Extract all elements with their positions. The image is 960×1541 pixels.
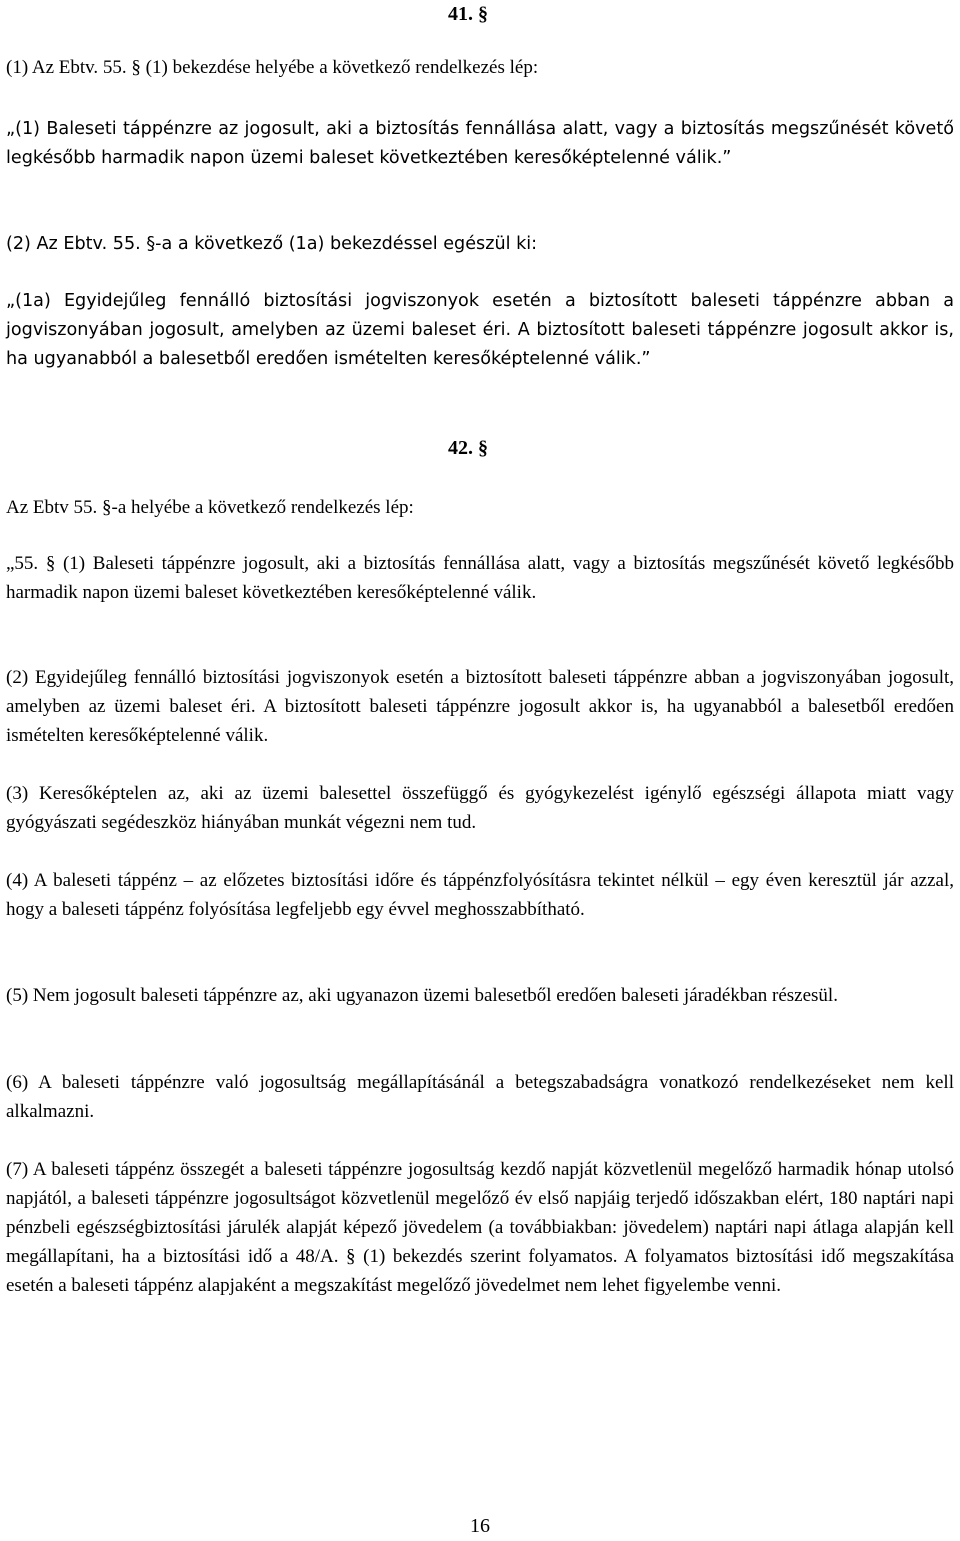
section-42-paragraph-1: „55. § (1) Baleseti táppénzre jogosult, aki a biztosítás fennállása alatt, vagy a biztosítás megszűnését követő legkésőbb harmadik napon üzemi baleset következtében keresőképtelenné válik. xyxy=(6,553,954,603)
section-42-paragraph-4: (4) A baleseti táppénz – az előzetes biztosítási időre és táppénzfolyósításra tekintet nélkül – egy éven keresztül jár azzal, hogy a baleseti táppénz folyósítása legfeljebb egy évvel meghosszabbítható. xyxy=(6,870,954,920)
section-42-intro: Az Ebtv 55. §-a helyébe a következő rendelkezés lép: xyxy=(6,497,414,518)
section-42-paragraph-5: (5) Nem jogosult baleseti táppénzre az, aki ugyanazon üzemi balesetből eredően baleseti járadékban részesül. xyxy=(6,985,838,1006)
section-41-heading: 41. § xyxy=(448,3,488,25)
section-42-paragraph-7: (7) A baleseti táppénz összegét a baleseti táppénzre jogosultság kezdő napját közvetlenül megelőző harmadik hónap utolsó napjától, a baleseti táppénzre jogosultságot közvetlenül megelőző év első napjáig terjedő időszakban elért, 180 naptári napi pénzbeli egészségbiztosítási járulék alapját képező jövedelem (a továbbiakban: jövedelem) naptári napi átlaga alapján kell megállapítani, ha a biztosítási idő a 48/A. § (1) bekezdés szerint folyamatos. A folyamatos biztosítási idő megszakítása esetén a baleseti táppénz alapjaként a megszakítást megelőző jövedelmet nem lehet figyelembe venni. xyxy=(6,1159,954,1296)
section-42-paragraph-6: (6) A baleseti táppénzre való jogosultság megállapításánál a betegszabadságra vonatkozó rendelkezéseket nem kell alkalmazni. xyxy=(6,1072,954,1122)
section-41-paragraph-2: (2) Az Ebtv. 55. §-a a következő (1a) bekezdéssel egészül ki: xyxy=(6,234,538,254)
section-41-paragraph-1: (1) Az Ebtv. 55. § (1) bekezdése helyébe a következő rendelkezés lép: xyxy=(6,57,539,78)
page-number: 16 xyxy=(470,1515,490,1537)
section-42-paragraph-3: (3) Keresőképtelen az, aki az üzemi balesettel összefüggő és gyógykezelést igénylő egészségi állapota miatt vagy gyógyászati segédeszköz hiányában munkát végezni nem tud. xyxy=(6,783,954,833)
section-41-quoted-paragraph-1a: „(1a) Egyidejűleg fennálló biztosítási jogviszonyok esetén a biztosított baleseti táppénzre abban a jogviszonyában jogosult, amelyben az üzemi baleset éri. A biztosított baleseti táppénzre jogosult akkor is, ha ugyanabból a balesetből eredően ismételten keresőképtelenné válik.” xyxy=(6,291,954,369)
section-41-quoted-paragraph-1: „(1) Baleseti táppénzre az jogosult, aki a biztosítás fennállása alatt, vagy a biztosítás megszűnését követő legkésőbb harmadik napon üzemi baleset következtében keresőképtelenné válik.” xyxy=(6,119,954,168)
section-42-paragraph-2: (2) Egyidejűleg fennálló biztosítási jogviszonyok esetén a biztosított baleseti táppénzre abban a jogviszonyában jogosult, amelyben az üzemi baleset éri. A biztosított baleseti táppénzre jogosult akkor is, ha ugyanabból a balesetből eredően ismételten keresőképtelenné válik. xyxy=(6,667,954,746)
section-42-heading: 42. § xyxy=(448,437,488,459)
